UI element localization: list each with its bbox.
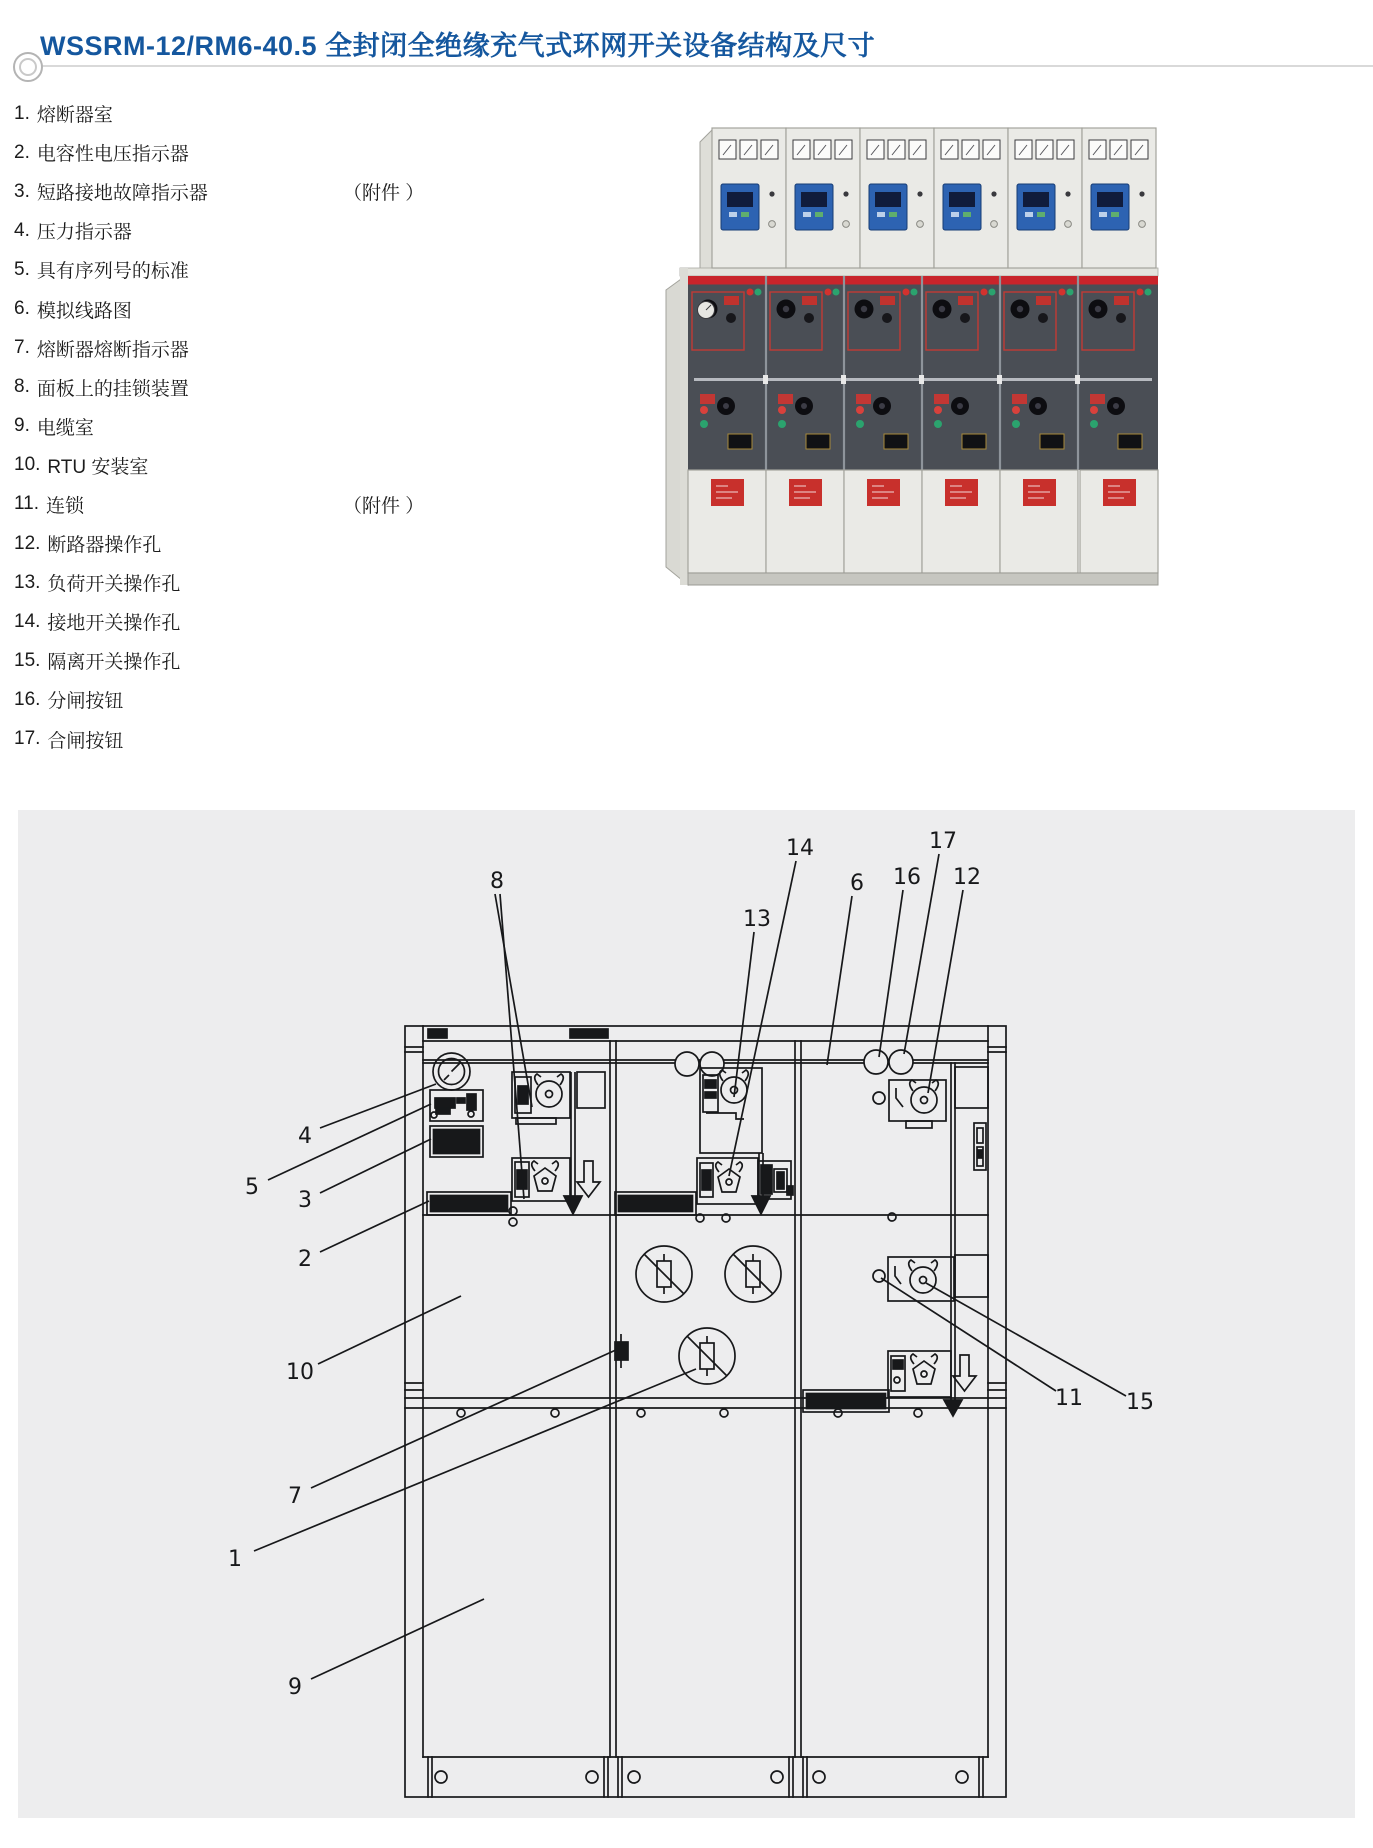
close-button — [889, 1050, 913, 1074]
parts-list-item — [14, 211, 208, 250]
item-label: 合闸按钮 — [47, 730, 124, 752]
callout-13: 13 — [743, 907, 771, 932]
fuse-symbol — [679, 1328, 735, 1384]
parts-list-item — [14, 602, 208, 641]
cabinet-door-row — [688, 470, 1158, 585]
parts-list-item — [14, 524, 208, 563]
item-number: 4. — [14, 219, 30, 241]
header-ring-icon — [13, 52, 43, 82]
isolator-operator — [873, 1255, 988, 1301]
parts-list-item — [14, 329, 208, 368]
load-switch-operator — [512, 1072, 570, 1124]
item-label: 短路接地故障指示器 — [36, 183, 208, 205]
earthing-switch-operator — [512, 1158, 600, 1201]
item-number: 12. — [14, 532, 41, 554]
parts-list-item — [14, 446, 208, 485]
cable-arrow-icon — [564, 1196, 582, 1214]
callout-10: 10 — [286, 1360, 314, 1385]
item-number: 8. — [14, 376, 30, 398]
product-photo — [660, 118, 1165, 598]
fuse-compartment-symbols — [615, 1246, 781, 1384]
header-rule — [30, 65, 1373, 67]
callout-11: 11 — [1055, 1386, 1083, 1411]
panel-3-components — [803, 1050, 988, 1416]
parts-list — [14, 94, 425, 759]
voltage-indicator-window — [803, 1390, 889, 1412]
rail-slot — [974, 1123, 986, 1170]
item-label: 压力指示器 — [36, 222, 132, 244]
callout-16: 16 — [893, 865, 921, 890]
callout-6: 6 — [850, 871, 864, 896]
cabinet-middle-row — [688, 276, 1158, 470]
item-number: 14. — [14, 610, 41, 632]
callout-8: 8 — [490, 869, 504, 894]
fault-indicator-window — [430, 1126, 483, 1157]
earthing-switch-operator — [888, 1351, 976, 1397]
breaker-operator — [873, 1080, 946, 1128]
item-label: 具有序列号的标准 — [36, 261, 189, 283]
callout-15: 15 — [1126, 1390, 1154, 1415]
callout-17: 17 — [929, 829, 957, 854]
item-number: 13. — [14, 571, 41, 593]
callout-3: 3 — [298, 1188, 312, 1213]
callout-2: 2 — [298, 1247, 312, 1272]
page-title: WSSRM-12/RM6-40.5 全封闭全绝缘充气式环网开关设备结构及尺寸 — [40, 31, 876, 61]
parts-list-item — [14, 133, 208, 172]
item-label: 电容性电压指示器 — [36, 144, 189, 166]
figure-panel — [18, 810, 1355, 1818]
parts-list-item — [14, 641, 208, 680]
item-number: 10. — [14, 454, 41, 476]
item-label: 分闸按钮 — [47, 691, 124, 713]
callout-12: 12 — [953, 865, 981, 890]
item-label: 熔断器室 — [36, 105, 113, 127]
callout-5: 5 — [245, 1175, 259, 1200]
item-number: 7. — [14, 337, 30, 359]
item-note: （附件 ） — [343, 495, 425, 517]
item-label: 隔离开关操作孔 — [47, 652, 181, 674]
item-label: 连锁 — [46, 495, 85, 517]
callout-7: 7 — [288, 1484, 302, 1509]
parts-list-item — [14, 94, 208, 133]
voltage-indicator-window — [427, 1192, 511, 1215]
item-label: 模拟线路图 — [36, 300, 132, 322]
callout-lines — [254, 854, 1126, 1679]
item-number: 11. — [14, 493, 40, 515]
load-switch-operator — [700, 1068, 762, 1153]
item-note: （附件 ） — [343, 183, 425, 205]
open-button — [864, 1050, 888, 1074]
parts-list-item — [14, 289, 208, 328]
item-number: 5. — [14, 258, 30, 280]
panel-2-components — [615, 1052, 793, 1215]
open-button — [675, 1052, 699, 1076]
fuse-symbol — [725, 1246, 781, 1302]
pressure-gauge-icon — [433, 1053, 470, 1090]
panel-1-components — [427, 1053, 605, 1215]
structure-diagram — [18, 810, 1355, 1818]
item-number: 3. — [14, 180, 30, 202]
cable-arrow-icon — [752, 1196, 770, 1214]
earthing-switch-operator — [697, 1158, 793, 1204]
callout-1: 1 — [228, 1547, 242, 1572]
item-label: 电缆室 — [36, 417, 94, 439]
item-number: 2. — [14, 141, 30, 163]
parts-list-item — [14, 368, 208, 407]
voltage-indicator-window — [615, 1192, 696, 1215]
callout-14: 14 — [786, 836, 814, 861]
parts-list-item — [14, 407, 208, 446]
item-label: 断路器操作孔 — [47, 535, 162, 557]
item-number: 17. — [14, 728, 41, 750]
item-number: 9. — [14, 415, 30, 437]
parts-list-item — [14, 172, 425, 211]
item-number: 16. — [14, 688, 41, 710]
cabinet-top-row — [712, 128, 1156, 268]
parts-list-item — [14, 485, 425, 524]
callout-4: 4 — [298, 1124, 312, 1149]
parts-list-item — [14, 250, 208, 289]
item-label: 接地开关操作孔 — [47, 613, 181, 635]
callout-9: 9 — [288, 1675, 302, 1700]
item-label: RTU 安装室 — [47, 456, 149, 478]
parts-list-item — [14, 720, 208, 759]
serial-plate — [430, 1090, 483, 1121]
item-number: 15. — [14, 649, 41, 671]
cabinet-outline — [405, 1026, 1006, 1797]
item-label: 负荷开关操作孔 — [47, 574, 181, 596]
fuse-symbol — [636, 1246, 692, 1302]
item-label: 熔断器熔断指示器 — [36, 339, 189, 361]
item-label: 面板上的挂锁装置 — [36, 378, 189, 400]
fuse-blown-indicator — [615, 1334, 628, 1368]
parts-list-item — [14, 680, 208, 719]
parts-list-item — [14, 563, 208, 602]
item-number: 1. — [14, 102, 30, 124]
item-number: 6. — [14, 298, 30, 320]
